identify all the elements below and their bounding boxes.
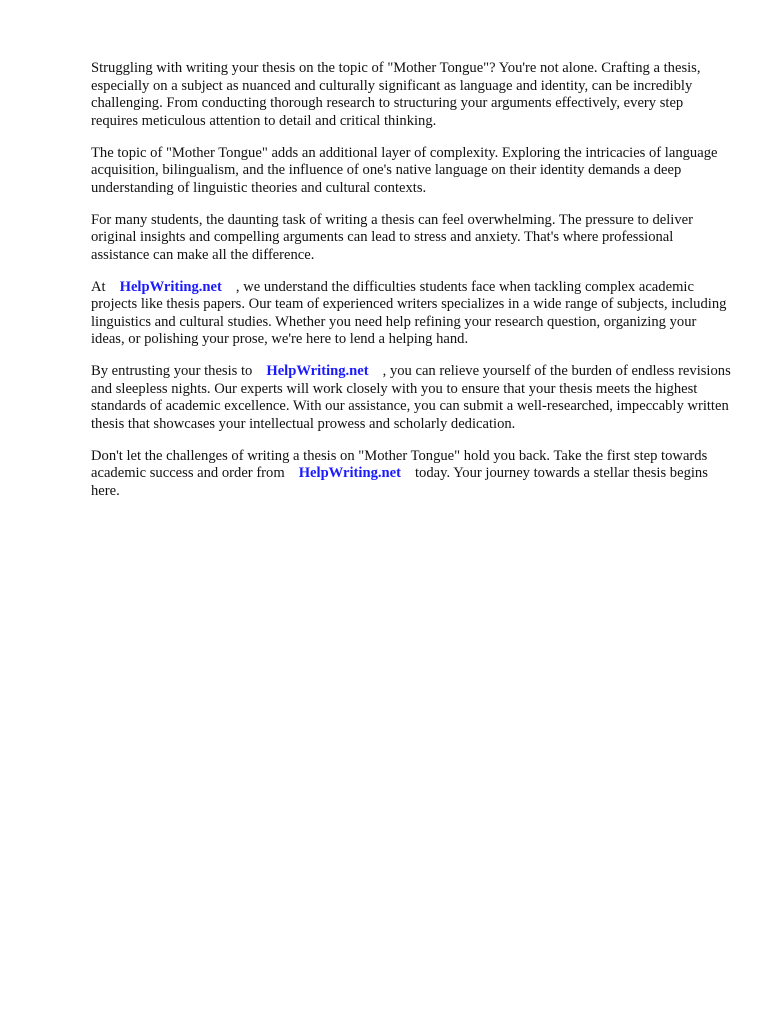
paragraph-overwhelm [91, 212, 731, 265]
paragraph-intro [91, 60, 731, 130]
helpwriting-link[interactable]: HelpWriting.net [119, 278, 222, 295]
paragraph-text: Struggling with writing your thesis on the topic of "Mother Tongue"? You're not alone. Crafting a thesis, especially on a subject as nuanced and culturally significant as language and identity, can be incredibly challenging. From conducting thorough research to structuring your arguments effectively, every step requires meticulous attention to detail and critical thinking. [91, 60, 701, 129]
paragraph-topic [91, 145, 731, 198]
paragraph-text-after: , we understand the difficulties students face when tackling complex academic projects like thesis papers. Our team of experienced writers specializes in a wide range of subjects, including linguistics and cultural studies. Whether you need help refining your research question, organizing your ideas, or polishing your prose, we're here to lend a helping hand. [91, 278, 727, 347]
paragraph-entrust [91, 363, 731, 433]
paragraph-service [91, 279, 731, 349]
paragraph-text-after: today. Your journey towards a stellar thesis begins here. [91, 465, 708, 499]
paragraph-closing [91, 448, 731, 501]
paragraph-text: For many students, the daunting task of writing a thesis can feel overwhelming. The pressure to deliver original insights and compelling arguments can lead to stress and anxiety. That's where professional assistance can make all the difference. [91, 211, 693, 263]
helpwriting-link[interactable]: HelpWriting.net [266, 363, 369, 379]
paragraph-text-before: At [91, 278, 106, 295]
helpwriting-link[interactable]: HelpWriting.net [298, 465, 401, 481]
paragraph-text: The topic of "Mother Tongue" adds an additional layer of complexity. Exploring the intricacies of language acquisition, bilingualism, and the influence of one's native language on their identity demands a deep understanding of linguistic theories and cultural contexts. [91, 144, 718, 196]
paragraph-text-after: , you can relieve yourself of the burden of endless revisions and sleepless nights. Our experts will work closely with you to ensure that your thesis meets the highest standards of academic excellence. With our assistance, you can submit a well-researched, impeccably written thesis that showcases your intellectual prowess and scholarly dedication. [91, 363, 731, 432]
document-body [91, 60, 731, 515]
paragraph-text-before: By entrusting your thesis to [91, 363, 253, 379]
paragraph-text-before: Don't let the challenges of writing a thesis on "Mother Tongue" hold you back. Take the first step towards academic success and order from [91, 447, 708, 481]
